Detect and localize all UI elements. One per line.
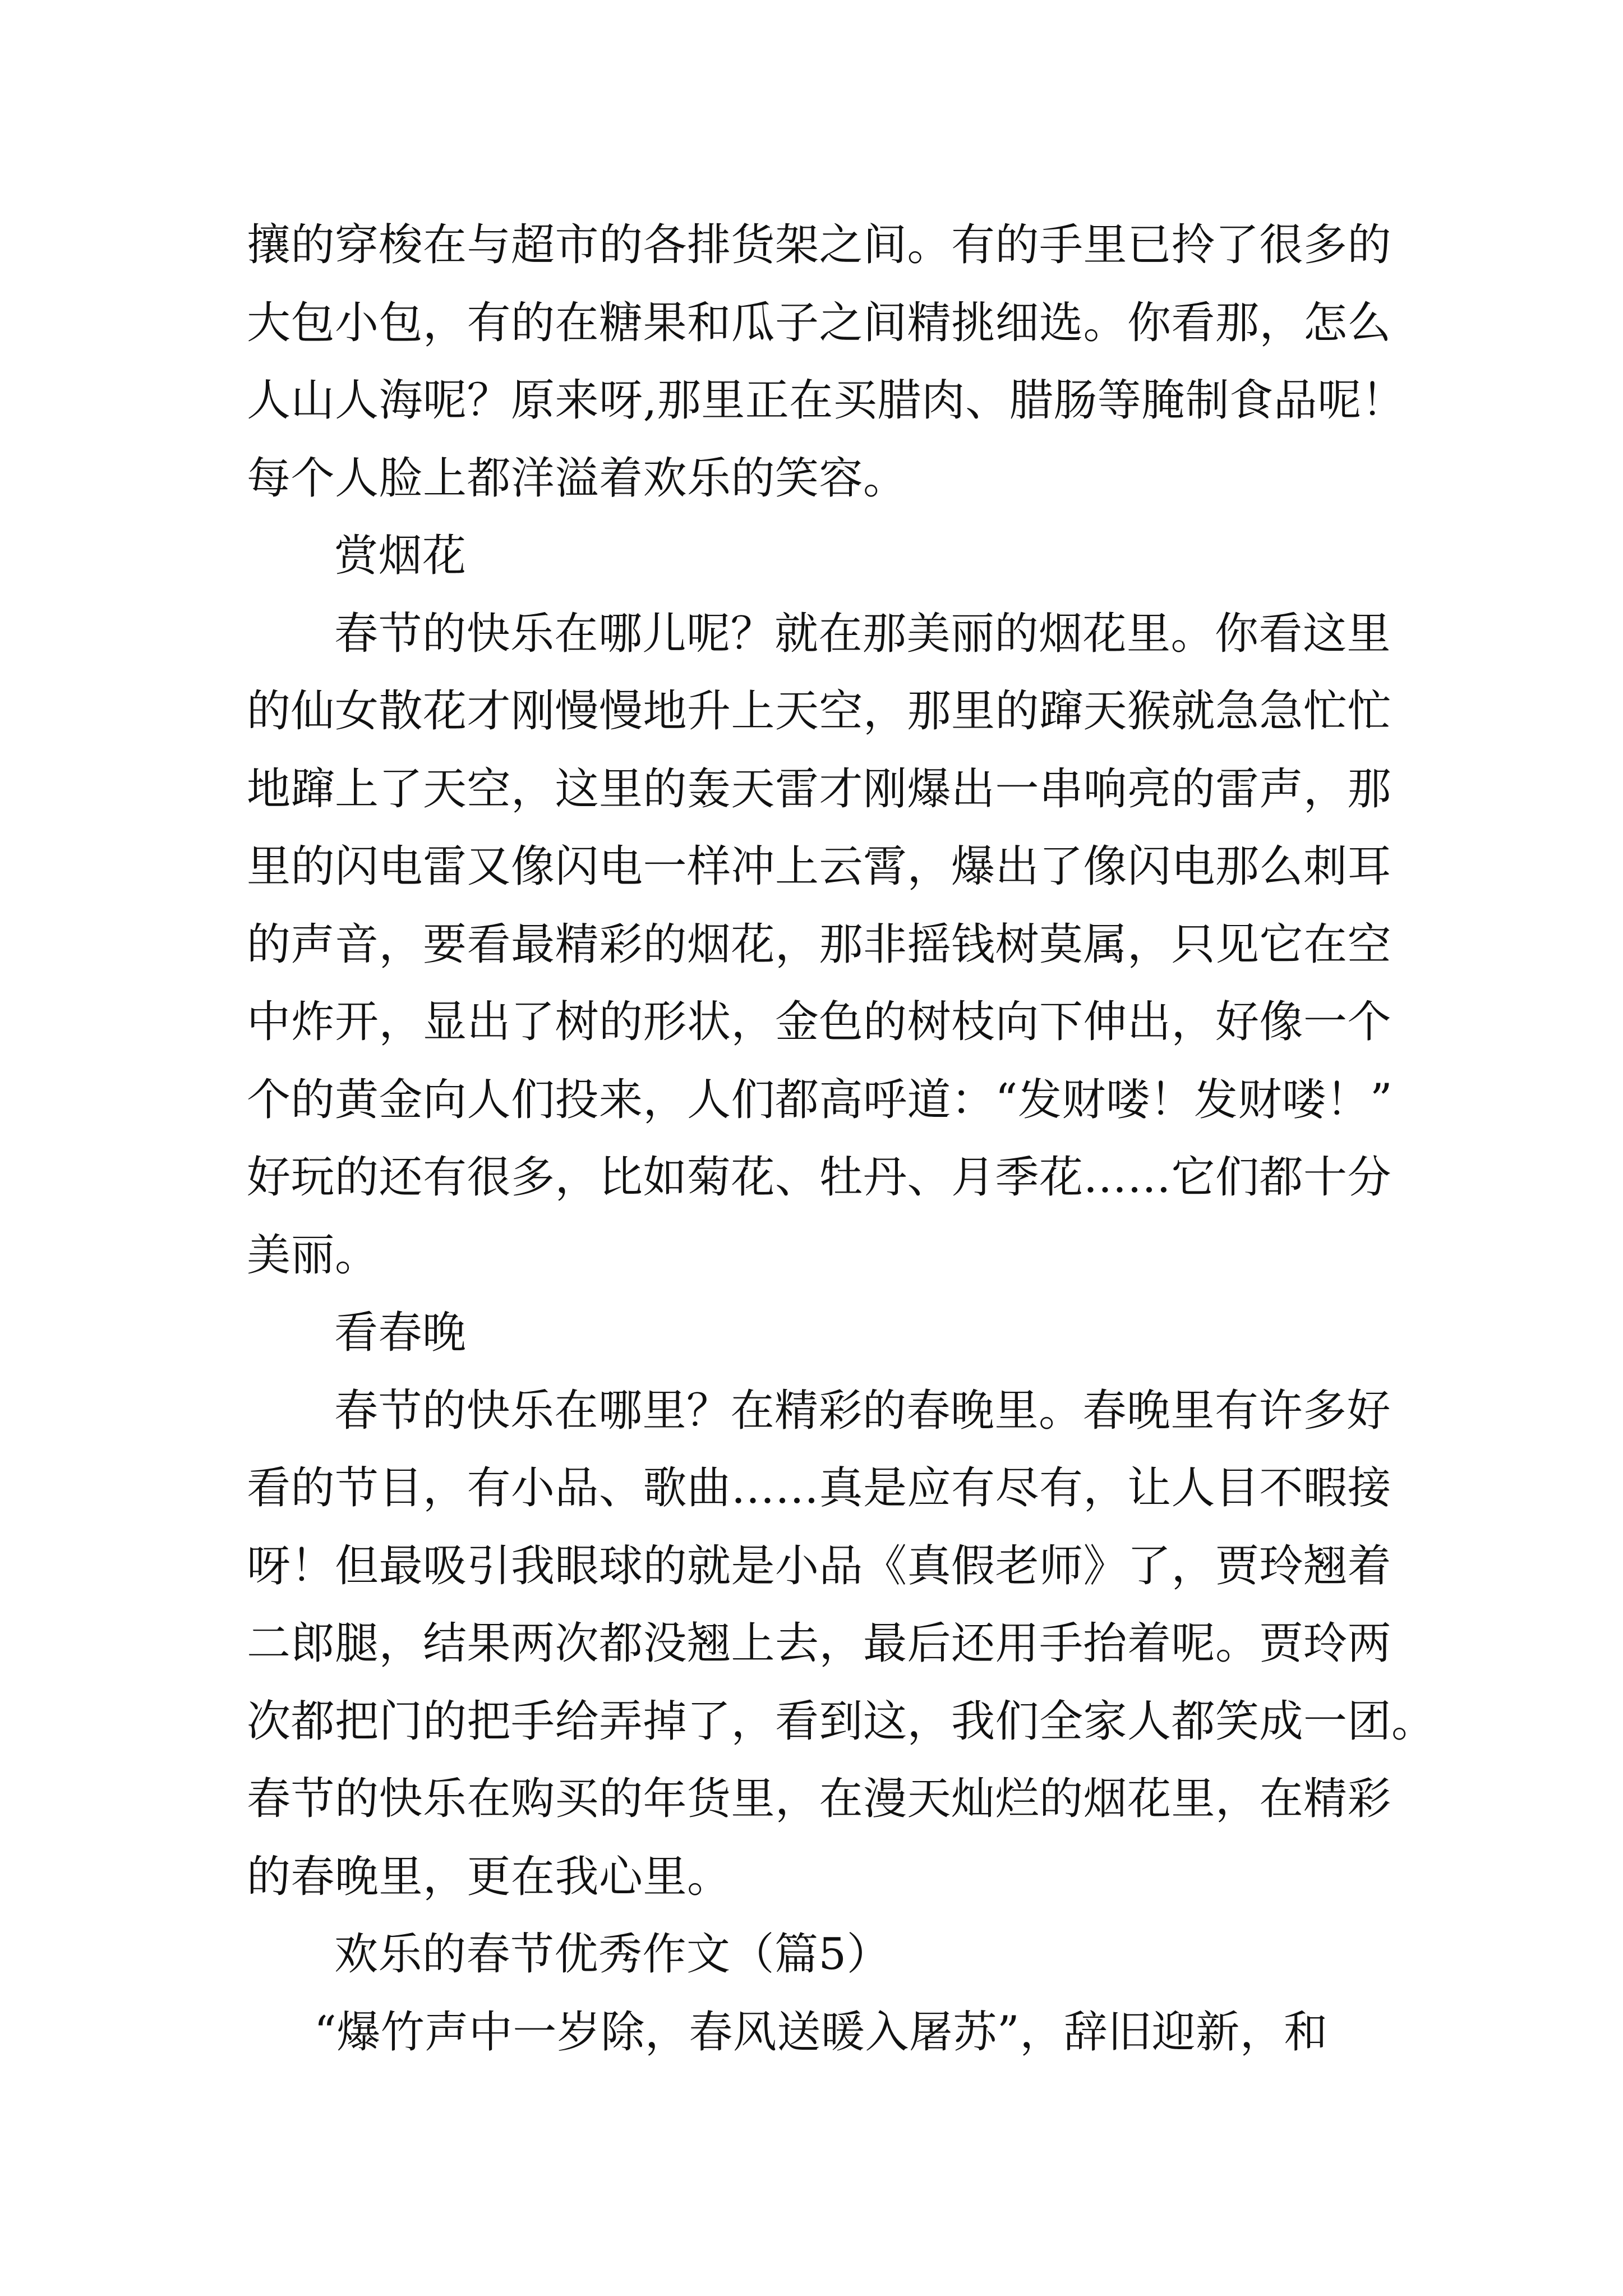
paragraph-line: “爆竹声中一岁除，春风送暖入屠苏”，辞旧迎新，和 [314,2007,1328,2058]
paragraph-line: 个的黄金向人们投来，人们都高呼道：“发财喽！发财喽！” [247,1074,1393,1125]
essay-title: 欢乐的春节优秀作文（篇5） [334,1929,891,1980]
paragraph-line: 的春晚里，更在我心里。 [247,1851,731,1902]
paragraph-line: 中炸开，显出了树的形状，金色的树枝向下伸出，好像一个 [247,997,1392,1047]
paragraph-line: 二郎腿，结果两次都没翘上去，最后还用手抬着呢。贾玲两 [247,1618,1392,1669]
paragraph-line: 春节的快乐在哪儿呢？就在那美丽的烟花里。你看这里 [334,608,1391,659]
paragraph-line: 呀！但最吸引我眼球的就是小品《真假老师》了，贾玲翘着 [247,1540,1392,1591]
paragraph-line: 看的节目，有小品、歌曲……真是应有尽有，让人目不暇接 [247,1463,1392,1513]
paragraph-line: 的仙女散花才刚慢慢地升上天空，那里的蹿天猴就急急忙忙 [247,686,1392,737]
paragraph-line: 的声音，要看最精彩的烟花，那非摇钱树莫属，只见它在空 [247,919,1392,970]
paragraph-line: 好玩的还有很多，比如菊花、牡丹、月季花……它们都十分 [247,1152,1392,1203]
paragraph-line: 人山人海呢？原来呀,那里正在买腊肉、腊肠等腌制食品呢！ [247,375,1406,426]
section-heading-gala: 看春晚 [334,1308,467,1358]
paragraph-line: 春节的快乐在哪里？在精彩的春晚里。春晚里有许多好 [334,1385,1391,1436]
essay-body [247,206,1436,2071]
paragraph-line: 地蹿上了天空，这里的轰天雷才刚爆出一串响亮的雷声，那 [247,763,1392,815]
section-heading-fireworks: 赏烟花 [334,531,467,581]
paragraph-line: 大包小包，有的在糖果和瓜子之间精挑细选。你看那，怎么 [247,297,1392,348]
paragraph-line: 春节的快乐在购买的年货里，在漫天灿烂的烟花里，在精彩 [247,1774,1392,1824]
paragraph-line: 美丽。 [247,1230,379,1281]
paragraph-line: 里的闪电雷又像闪电一样冲上云霄，爆出了像闪电那么刺耳 [247,841,1392,892]
paragraph-line: 攘的穿梭在与超市的各排货架之间。有的手里已拎了很多的 [247,220,1392,270]
paragraph-line: 次都把门的把手给弄掉了，看到这，我们全家人都笑成一团。 [247,1696,1436,1747]
paragraph-line: 每个人脸上都洋溢着欢乐的笑容。 [247,453,907,504]
